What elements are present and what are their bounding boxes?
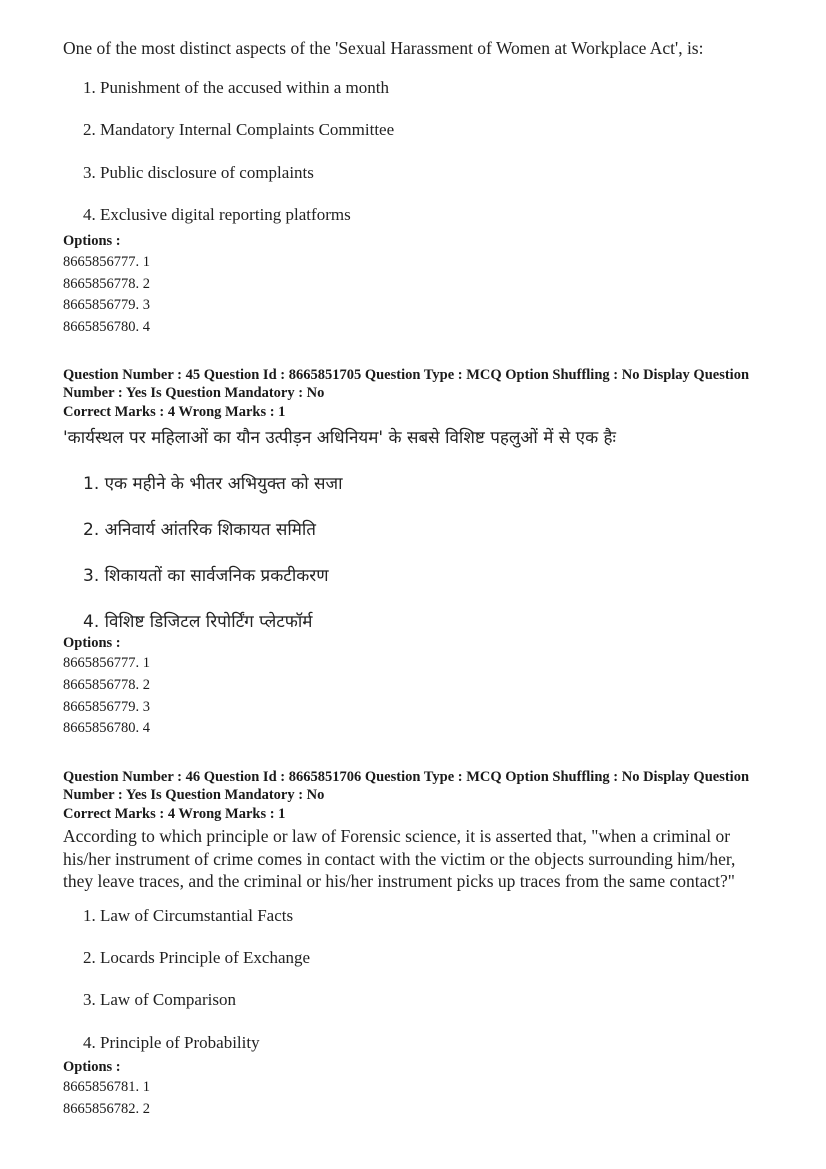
question-46-option-id-2: 8665856782. 2 [63, 1101, 150, 1117]
question-46-meta-line-2: Number : Yes Is Question Mandatory : No [63, 787, 325, 803]
question-44-text: One of the most distinct aspects of the 'Sexual Harassment of Women at Workplace Act', is: [63, 38, 704, 58]
question-45-text: 'कार्यस्थल पर महिलाओं का यौन उत्पीड़न अधिनियम' के सबसे विशिष्ट पहलुओं में से एक हैः [63, 428, 616, 448]
question-46-text-line-2: his/her instrument of crime comes in contact with the victim or the objects surrounding him/her, [63, 849, 736, 869]
question-45-option-id-1: 8665856777. 1 [63, 655, 150, 671]
question-44-option-2: 2. Mandatory Internal Complaints Committee [83, 120, 395, 139]
question-45-option-id-4: 8665856780. 4 [63, 720, 150, 736]
question-45-meta-line-1: Question Number : 45 Question Id : 8665851705 Question Type : MCQ Option Shuffling : No Display Question [63, 367, 750, 383]
question-45-meta-line-2: Number : Yes Is Question Mandatory : No [63, 385, 325, 401]
question-46-meta-line-1: Question Number : 46 Question Id : 8665851706 Question Type : MCQ Option Shuffling : No Display Question [63, 769, 750, 785]
question-46-option-id-1: 8665856781. 1 [63, 1079, 150, 1095]
question-45-option-3: 3. शिकायतों का सार्वजनिक प्रकटीकरण [83, 566, 329, 586]
question-44-options-label: Options : [63, 233, 121, 249]
question-46-option-3: 3. Law of Comparison [83, 990, 236, 1009]
question-45-option-1: 1. एक महीने के भीतर अभियुक्त को सजा [83, 474, 343, 494]
question-44-option-id-1: 8665856777. 1 [63, 254, 150, 270]
question-46-marks: Correct Marks : 4 Wrong Marks : 1 [63, 806, 286, 822]
question-45-options-label: Options : [63, 635, 121, 651]
question-46-option-1: 1. Law of Circumstantial Facts [83, 906, 294, 925]
question-44-option-id-4: 8665856780. 4 [63, 319, 150, 335]
question-45-option-id-3: 8665856779. 3 [63, 699, 150, 715]
question-45-option-id-2: 8665856778. 2 [63, 677, 150, 693]
question-44-option-id-2: 8665856778. 2 [63, 276, 150, 292]
question-46-option-2: 2. Locards Principle of Exchange [83, 948, 311, 967]
question-44-option-4: 4. Exclusive digital reporting platforms [83, 205, 351, 224]
question-46-option-4: 4. Principle of Probability [83, 1033, 260, 1052]
question-45-option-2: 2. अनिवार्य आंतरिक शिकायत समिति [83, 520, 316, 540]
question-45-option-4: 4. विशिष्ट डिजिटल रिपोर्टिंग प्लेटफॉर्म [83, 612, 313, 632]
question-46-options-label: Options : [63, 1059, 121, 1075]
question-46-text-line-1: According to which principle or law of Forensic science, it is asserted that, "when a criminal or [63, 826, 731, 846]
question-44-option-1: 1. Punishment of the accused within a month [83, 78, 389, 97]
question-46-text-line-3: they leave traces, and the criminal or his/her instrument picks up traces from the same contact?" [63, 871, 735, 891]
question-44-option-3: 3. Public disclosure of complaints [83, 163, 314, 182]
question-45-marks: Correct Marks : 4 Wrong Marks : 1 [63, 404, 286, 420]
question-44-option-id-3: 8665856779. 3 [63, 297, 150, 313]
